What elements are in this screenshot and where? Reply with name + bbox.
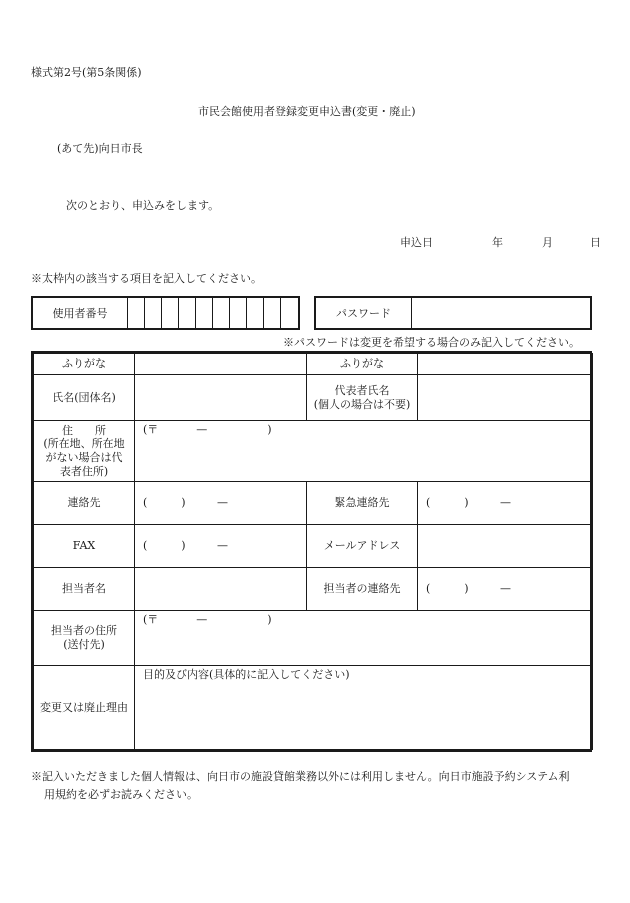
phone-open: ( <box>143 539 148 553</box>
phone-open: ( <box>426 582 431 596</box>
person-address-label <box>34 611 135 666</box>
reason-input[interactable] <box>135 666 593 750</box>
date-label: 申込日 <box>400 236 433 249</box>
rep-furigana-label: ふりがな <box>307 354 418 375</box>
address-input[interactable] <box>135 421 593 482</box>
digit-cell[interactable] <box>247 298 264 328</box>
contact-input[interactable] <box>135 482 307 525</box>
user-number-label: 使用者番号 <box>33 298 128 328</box>
form-number: 様式第2号(第5条関係) <box>31 66 142 79</box>
phone-close: ) <box>181 539 186 553</box>
person-label: 担当者名 <box>34 568 135 611</box>
digit-cell[interactable] <box>179 298 196 328</box>
rep-name-label <box>307 375 418 421</box>
address-label-sub: (所在地、所在地 <box>43 437 125 451</box>
reason-label: 変更又は廃止理由 <box>34 666 135 750</box>
digit-cell[interactable] <box>162 298 179 328</box>
person-address-text: 担当者の住所 <box>51 624 117 638</box>
person-address-input[interactable] <box>135 611 593 666</box>
month-field[interactable] <box>506 231 540 247</box>
privacy-note: ※記入いただきました個人情報は、向日市の施設貸館業務以外には利用しません。向日市施設予約システム利 <box>31 770 570 783</box>
address-label-main: 住 所 <box>62 423 106 437</box>
email-input[interactable] <box>418 525 593 568</box>
postal-dash: — <box>196 423 208 436</box>
user-number-box <box>31 296 300 330</box>
instruction: ※太枠内の該当する項目を記入してください。 <box>31 272 262 285</box>
name-label: 氏名(団体名) <box>34 375 135 421</box>
rep-name-input[interactable] <box>418 375 593 421</box>
phone-dash: — <box>500 582 511 596</box>
privacy-note-cont: 用規約を必ずお読みください。 <box>44 788 198 801</box>
reason-hint: 目的及び内容(具体的に記入してください) <box>143 668 350 681</box>
phone-close: ) <box>464 582 469 596</box>
rep-name-note: (個人の場合は不要) <box>313 397 411 411</box>
month-label: 月 <box>542 236 553 249</box>
phone-dash: — <box>217 496 228 510</box>
postal-close: ) <box>267 613 272 626</box>
password-box <box>314 296 592 330</box>
postal-dash: — <box>196 613 208 626</box>
intro-text: 次のとおり、申込みをします。 <box>66 199 220 212</box>
digit-cell[interactable] <box>230 298 247 328</box>
email-label: メールアドレス <box>307 525 418 568</box>
postal-close: ) <box>267 423 272 436</box>
person-contact-label: 担当者の連絡先 <box>307 568 418 611</box>
digit-cell[interactable] <box>196 298 213 328</box>
digit-cell[interactable] <box>281 298 298 328</box>
postal-prefix: (〒 <box>143 613 159 626</box>
person-input[interactable] <box>135 568 307 611</box>
name-input[interactable] <box>135 375 307 421</box>
user-number-digits[interactable] <box>128 298 298 328</box>
emergency-input[interactable] <box>418 482 593 525</box>
phone-close: ) <box>464 496 469 510</box>
address-label-sub: がない場合は代 <box>45 451 123 464</box>
rep-name-text: 代表者氏名 <box>334 383 390 397</box>
digit-cell[interactable] <box>264 298 281 328</box>
digit-cell[interactable] <box>213 298 230 328</box>
furigana-label: ふりがな <box>34 354 135 375</box>
phone-dash: — <box>217 539 228 553</box>
address-label <box>34 421 135 482</box>
page-title: 市民会館使用者登録変更申込書(変更・廃止) <box>198 105 416 118</box>
fax-label: FAX <box>34 525 135 568</box>
phone-close: ) <box>181 496 186 510</box>
day-label: 日 <box>590 236 601 249</box>
contact-label: 連絡先 <box>34 482 135 525</box>
fax-input[interactable] <box>135 525 307 568</box>
phone-dash: — <box>500 496 511 510</box>
password-note: ※パスワードは変更を希望する場合のみ記入してください。 <box>283 336 580 349</box>
phone-open: ( <box>426 496 431 510</box>
password-input[interactable] <box>412 298 590 328</box>
year-field[interactable] <box>436 231 487 247</box>
digit-cell[interactable] <box>145 298 162 328</box>
phone-open: ( <box>143 496 148 510</box>
emergency-label: 緊急連絡先 <box>307 482 418 525</box>
person-address-note: (送付先) <box>63 638 105 651</box>
furigana-input[interactable] <box>135 354 307 375</box>
address-label-sub: 表者住所) <box>59 464 109 478</box>
password-label: パスワード <box>316 298 412 328</box>
digit-cell[interactable] <box>128 298 145 328</box>
registration-form <box>31 351 592 752</box>
day-field[interactable] <box>556 231 590 247</box>
year-label: 年 <box>492 236 503 249</box>
postal-prefix: (〒 <box>143 423 159 436</box>
rep-furigana-input[interactable] <box>418 354 593 375</box>
person-contact-input[interactable] <box>418 568 593 611</box>
addressee: (あて先)向日市長 <box>57 142 143 155</box>
